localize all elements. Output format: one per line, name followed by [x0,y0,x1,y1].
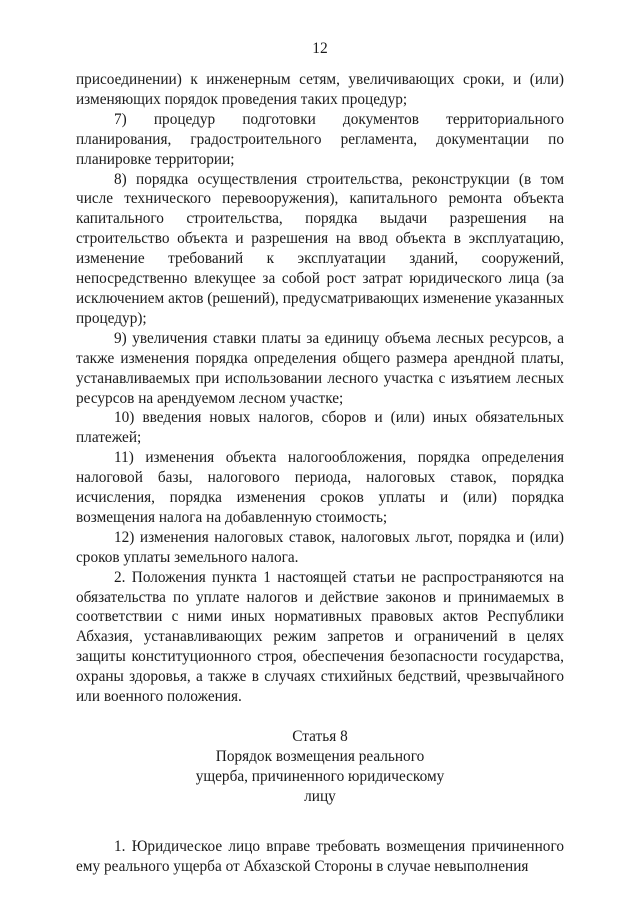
document-body [76,70,564,876]
paragraph-item-10: 10) введения новых налогов, сборов и (или) иных обязательных платежей; [76,409,564,447]
article-title: Порядок возмещения реального ущерба, причиненного юридическому лицу [195,747,445,805]
paragraph-item-7: 7) процедур подготовки документов территориального планирования, градостроительного регламента, документации по планировке территории; [76,110,564,168]
paragraph-item-12: 12) изменения налоговых ставок, налоговых льгот, порядка и (или) сроков уплаты земельного налога. [76,528,564,566]
article-number: Статья 8 [292,728,348,745]
paragraph-article8-clause-1: 1. Юридическое лицо вправе требовать возмещения причиненного ему реального ущерба от Абхазской Стороны в случае невыполнения [76,837,564,875]
paragraph-item-11: 11) изменения объекта налогообложения, порядка определения налоговой базы, налогового периода, налоговых ставок, порядка исчисления, порядка изменения сроков уплаты и (или) порядка возмещения налога на добавленную стоимость; [76,449,564,526]
paragraph-continuation: присоединении) к инженерным сетям, увеличивающих сроки, и (или) изменяющих порядок проведения таких процедур; [76,71,564,108]
paragraph-item-8: 8) порядка осуществления строительства, реконструкции (в том числе технического перевооружения), капитального ремонта объекта капитального строительства, порядка выдачи разрешения на строительство объекта и разрешения на ввод объекта в эксплуатацию, изменение требований к эксплуатации зданий, сооружений, непосредственно влекущее за собой рост затрат юридического лица (за исключением актов (решений), предусматривающих изменение указанных процедур); [76,170,564,327]
page-number: 12 [312,40,328,57]
paragraph-clause-2: 2. Положения пункта 1 настоящей статьи не распространяются на обязательства по уплате налогов и действие законов и принимаемых в соответствии с ними иных нормативных правовых актов Республики Абхазия, устанавливающих режим запретов и ограничений в целях защиты конституционного строя, обеспечения безопасности государства, охраны здоровья, а также в случаях стихийных бедствий, чрезвычайного или военного положения. [76,568,564,706]
paragraph-item-9: 9) увеличения ставки платы за единицу объема лесных ресурсов, а также изменения порядка определения общего размера арендной платы, устанавливаемых при использовании лесного участка с изъятием лесных ресурсов на арендуемом лесном участке; [76,329,564,407]
